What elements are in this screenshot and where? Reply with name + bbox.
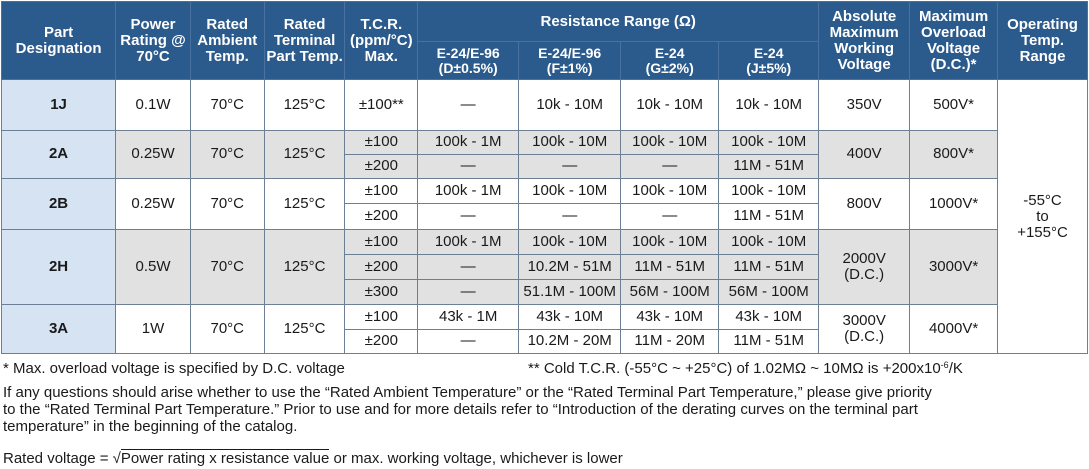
working-voltage-value: 3000V xyxy=(842,312,886,330)
range-j: 100k - 10M xyxy=(719,179,819,204)
range-d: 100k - 1M xyxy=(418,130,519,154)
rated-terminal: 125°C xyxy=(264,179,345,230)
header-rated-terminal: Rated Terminal Part Temp. xyxy=(264,2,345,80)
footnote-overload: * Max. overload voltage is specified by D.C. voltage xyxy=(3,360,345,377)
range-d: — xyxy=(418,154,519,178)
range-f: 10.2M - 20M xyxy=(519,329,621,353)
footnote-cold-tcr xyxy=(528,360,963,377)
working-voltage-dc: (D.C.) xyxy=(844,328,885,346)
range-d: — xyxy=(418,80,519,131)
rated-terminal: 125°C xyxy=(264,130,345,179)
range-d: 43k - 1M xyxy=(418,305,519,329)
range-j: 100k - 10M xyxy=(719,229,819,254)
tcr: ±200 xyxy=(345,329,418,353)
part-designation: 2B xyxy=(2,179,116,230)
sub-tolerance: (F±1%) xyxy=(546,59,593,76)
tcr: ±100 xyxy=(345,179,418,204)
working-voltage xyxy=(819,305,910,354)
power-rating: 1W xyxy=(116,305,191,354)
power-rating: 0.25W xyxy=(116,130,191,179)
paragraph-line: temperature” in the beginning of the catalog. xyxy=(3,418,298,435)
range-f: 43k - 10M xyxy=(519,305,621,329)
header-power-rating: Power Rating @ 70°C xyxy=(116,2,191,80)
range-g: 11M - 51M xyxy=(621,254,719,279)
header-part-designation: Part Designation xyxy=(2,2,116,80)
range-j: 43k - 10M xyxy=(719,305,819,329)
range-g: 100k - 10M xyxy=(621,130,719,154)
range-j: 10k - 10M xyxy=(719,80,819,131)
range-f: 51.1M - 100M xyxy=(519,280,621,305)
tcr: ±100 xyxy=(345,305,418,329)
formula-radicand: Power rating x resistance value xyxy=(120,450,330,467)
rated-ambient: 70°C xyxy=(190,80,264,131)
sub-tolerance: (G±2%) xyxy=(645,59,694,76)
range-g: 10k - 10M xyxy=(621,80,719,131)
table-row xyxy=(2,305,1088,329)
range-f: 100k - 10M xyxy=(519,229,621,254)
overload-voltage: 4000V* xyxy=(910,305,998,354)
part-designation: 3A xyxy=(2,305,116,354)
header-sub-f xyxy=(519,42,621,80)
range-g: 100k - 10M xyxy=(621,229,719,254)
part-designation: 2A xyxy=(2,130,116,179)
power-rating: 0.5W xyxy=(116,229,191,305)
resistor-spec-table xyxy=(1,1,1088,354)
header-sub-d xyxy=(418,42,519,80)
part-designation: 2H xyxy=(2,229,116,305)
range-j: 11M - 51M xyxy=(719,329,819,353)
tcr: ±100** xyxy=(345,80,418,131)
range-g: — xyxy=(621,204,719,229)
header-resistance-range: Resistance Range (Ω) xyxy=(418,2,819,42)
rated-ambient: 70°C xyxy=(190,130,264,179)
range-j: 56M - 100M xyxy=(719,280,819,305)
header-sub-g xyxy=(621,42,719,80)
priority-paragraph xyxy=(3,384,1083,435)
rated-ambient: 70°C xyxy=(190,229,264,305)
rated-terminal: 125°C xyxy=(264,229,345,305)
tcr: ±100 xyxy=(345,130,418,154)
working-voltage: 800V xyxy=(819,179,910,230)
sub-label: E-24/E-96 xyxy=(538,44,602,61)
sub-tolerance: (J±5%) xyxy=(746,59,792,76)
range-j: 11M - 51M xyxy=(719,254,819,279)
working-voltage: 400V xyxy=(819,130,910,179)
range-g: — xyxy=(621,154,719,178)
tcr: ±300 xyxy=(345,280,418,305)
overload-voltage: 3000V* xyxy=(910,229,998,305)
working-voltage xyxy=(819,229,910,305)
overload-voltage: 800V* xyxy=(910,130,998,179)
range-g: 100k - 10M xyxy=(621,179,719,204)
footnote-exponent: -6 xyxy=(940,360,949,370)
table-row xyxy=(2,80,1088,131)
range-d: 100k - 1M xyxy=(418,229,519,254)
range-j: 11M - 51M xyxy=(719,204,819,229)
sub-tolerance: (D±0.5%) xyxy=(438,59,498,76)
formula-suffix: or max. working voltage, whichever is lower xyxy=(329,450,623,467)
range-j: 11M - 51M xyxy=(719,154,819,178)
range-j: 100k - 10M xyxy=(719,130,819,154)
rated-voltage-formula xyxy=(3,450,1083,467)
part-designation: 1J xyxy=(2,80,116,131)
table-row xyxy=(2,179,1088,204)
tcr: ±100 xyxy=(345,229,418,254)
range-f: — xyxy=(519,204,621,229)
range-d: 100k - 1M xyxy=(418,179,519,204)
header-max-overload-voltage: Maximum Overload Voltage (D.C.)* xyxy=(910,2,998,80)
paragraph-line: to the “Rated Terminal Part Temperature.” Prior to use and for more details refer to “Introduction of the derating curves on the terminal part xyxy=(3,401,918,418)
range-f: 100k - 10M xyxy=(519,130,621,154)
table-row xyxy=(2,130,1088,154)
tcr: ±200 xyxy=(345,154,418,178)
working-voltage: 350V xyxy=(819,80,910,131)
range-d: — xyxy=(418,254,519,279)
operating-to: to xyxy=(1036,207,1049,225)
header-abs-max-working-voltage: Absolute Maximum Working Voltage xyxy=(819,2,910,80)
range-f: — xyxy=(519,154,621,178)
range-g: 56M - 100M xyxy=(621,280,719,305)
range-d: — xyxy=(418,329,519,353)
power-rating: 0.1W xyxy=(116,80,191,131)
header-sub-j xyxy=(719,42,819,80)
header-rated-ambient: Rated Ambient Temp. xyxy=(190,2,264,80)
footnote-cold-tcr-text: ** Cold T.C.R. (-55°C ~ +25°C) of 1.02MΩ ~ 10MΩ is +200x10 xyxy=(528,360,941,377)
rated-terminal: 125°C xyxy=(264,305,345,354)
tcr: ±200 xyxy=(345,204,418,229)
header-operating-temp: Operating Temp. Range xyxy=(998,2,1088,80)
working-voltage-value: 2000V xyxy=(842,250,886,267)
rated-ambient: 70°C xyxy=(190,305,264,354)
rated-terminal: 125°C xyxy=(264,80,345,131)
operating-min: -55°C xyxy=(1023,191,1062,209)
tcr: ±200 xyxy=(345,254,418,279)
overload-voltage: 1000V* xyxy=(910,179,998,230)
range-d: — xyxy=(418,280,519,305)
sub-label: E-24 xyxy=(753,44,784,61)
range-g: 11M - 20M xyxy=(621,329,719,353)
range-f: 100k - 10M xyxy=(519,179,621,204)
range-f: 10k - 10M xyxy=(519,80,621,131)
paragraph-line: If any questions should arise whether to use the “Rated Ambient Temperature” or the “Rated Terminal Part Temperature,” please give priority xyxy=(3,384,932,401)
formula-prefix: Rated voltage = √ xyxy=(3,450,121,467)
sub-label: E-24/E-96 xyxy=(436,44,500,61)
rated-ambient: 70°C xyxy=(190,179,264,230)
header-tcr: T.C.R. (ppm/°C) Max. xyxy=(345,2,418,80)
overload-voltage: 500V* xyxy=(910,80,998,131)
range-d: — xyxy=(418,204,519,229)
working-voltage-dc: (D.C.) xyxy=(844,266,885,283)
operating-temp-range xyxy=(998,80,1088,354)
table-row xyxy=(2,229,1088,254)
range-f: 10.2M - 51M xyxy=(519,254,621,279)
sub-label: E-24 xyxy=(654,44,685,61)
operating-max: +155°C xyxy=(1017,223,1068,241)
footnote-unit: /K xyxy=(948,360,963,377)
power-rating: 0.25W xyxy=(116,179,191,230)
range-g: 43k - 10M xyxy=(621,305,719,329)
